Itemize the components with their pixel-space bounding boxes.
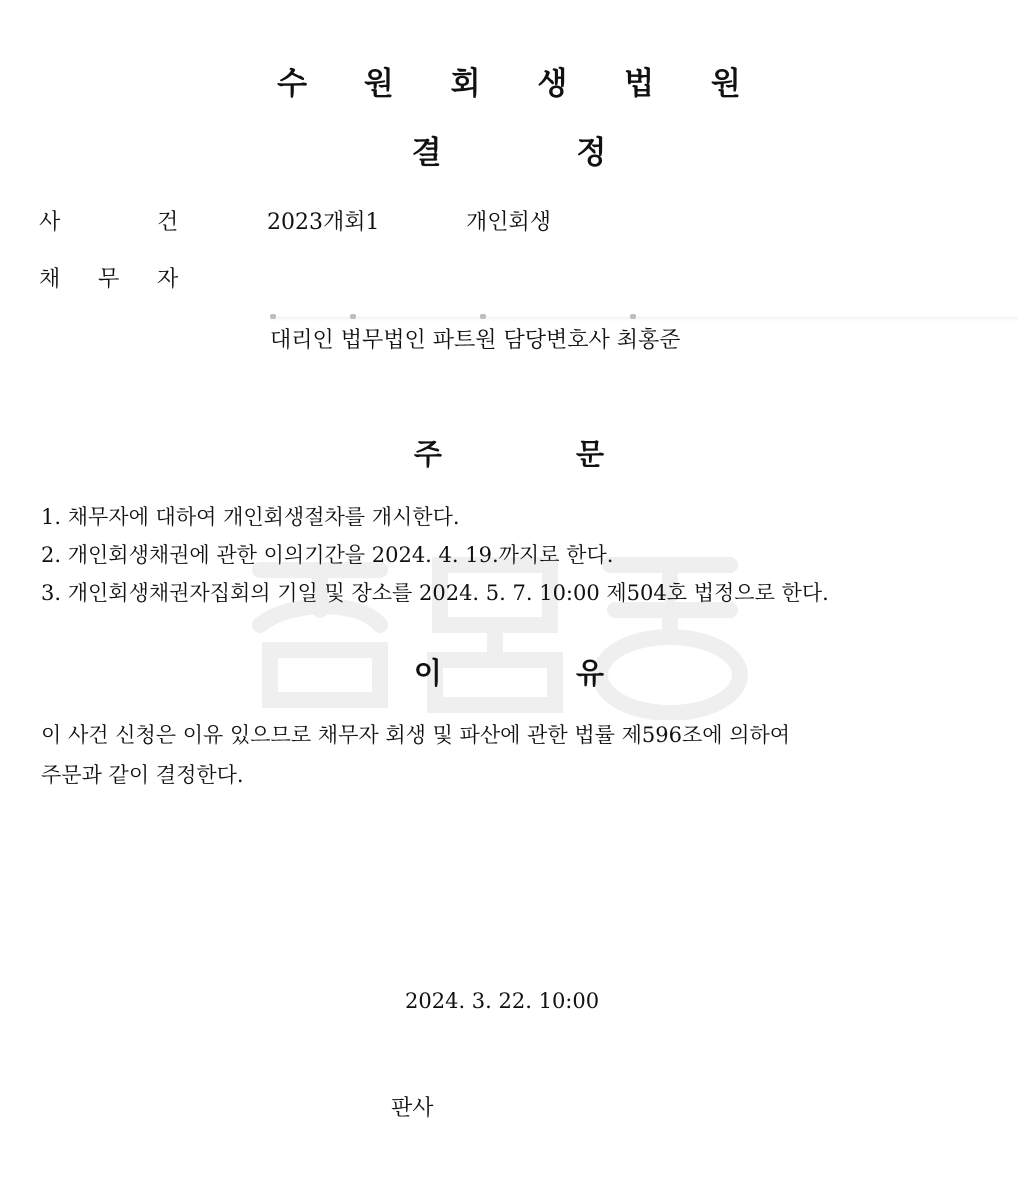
case-number: 2023개회1 bbox=[267, 210, 380, 235]
reason-text-line: 이 사건 신청은 이유 있으므로 채무자 회생 및 파산에 관한 법률 제596조에 의하여 bbox=[41, 723, 791, 747]
debtor-agent: 대리인 법무법인 파트원 담당변호사 최홍준 bbox=[270, 328, 681, 353]
court-name-char: 수 bbox=[277, 66, 308, 102]
case-label-char: 건 bbox=[157, 210, 179, 235]
debtor-label-char: 자 bbox=[157, 267, 179, 292]
reason-heading-char: 이 bbox=[413, 656, 442, 690]
document-title-char: 결 bbox=[411, 135, 442, 171]
reason-text-line: 주문과 같이 결정한다. bbox=[41, 763, 244, 787]
debtor-label-char: 채 bbox=[39, 267, 61, 292]
court-name bbox=[0, 58, 1018, 103]
case-label-char: 사 bbox=[39, 210, 61, 235]
case-name: 개인회생 bbox=[466, 210, 552, 235]
order-item: 1. 채무자에 대하여 개인회생절차를 개시한다. bbox=[41, 505, 460, 529]
document-title-char: 정 bbox=[576, 135, 607, 171]
court-name-char: 원 bbox=[363, 66, 394, 102]
court-name-char: 법 bbox=[624, 66, 655, 102]
decision-date: 2024. 3. 22. 10:00 bbox=[405, 989, 600, 1013]
court-name-char: 회 bbox=[450, 66, 481, 102]
document-title bbox=[0, 127, 1018, 172]
order-heading-char: 주 bbox=[413, 437, 442, 471]
court-name-char: 원 bbox=[710, 66, 741, 102]
reason-heading bbox=[0, 651, 1018, 692]
order-item: 2. 개인회생채권에 관한 이의기간을 2024. 4. 19.까지로 한다. bbox=[41, 543, 614, 567]
order-item: 3. 개인회생채권자집회의 기일 및 장소를 2024. 5. 7. 10:00 제504호 법정으로 한다. bbox=[41, 581, 829, 605]
court-name-char: 생 bbox=[537, 66, 568, 102]
order-heading bbox=[0, 432, 1018, 473]
order-heading-char: 문 bbox=[576, 437, 605, 471]
reason-heading-char: 유 bbox=[576, 656, 605, 690]
judge-label: 판사 bbox=[391, 1096, 434, 1121]
debtor-label-char: 무 bbox=[98, 267, 120, 292]
redacted-area bbox=[270, 312, 1018, 322]
